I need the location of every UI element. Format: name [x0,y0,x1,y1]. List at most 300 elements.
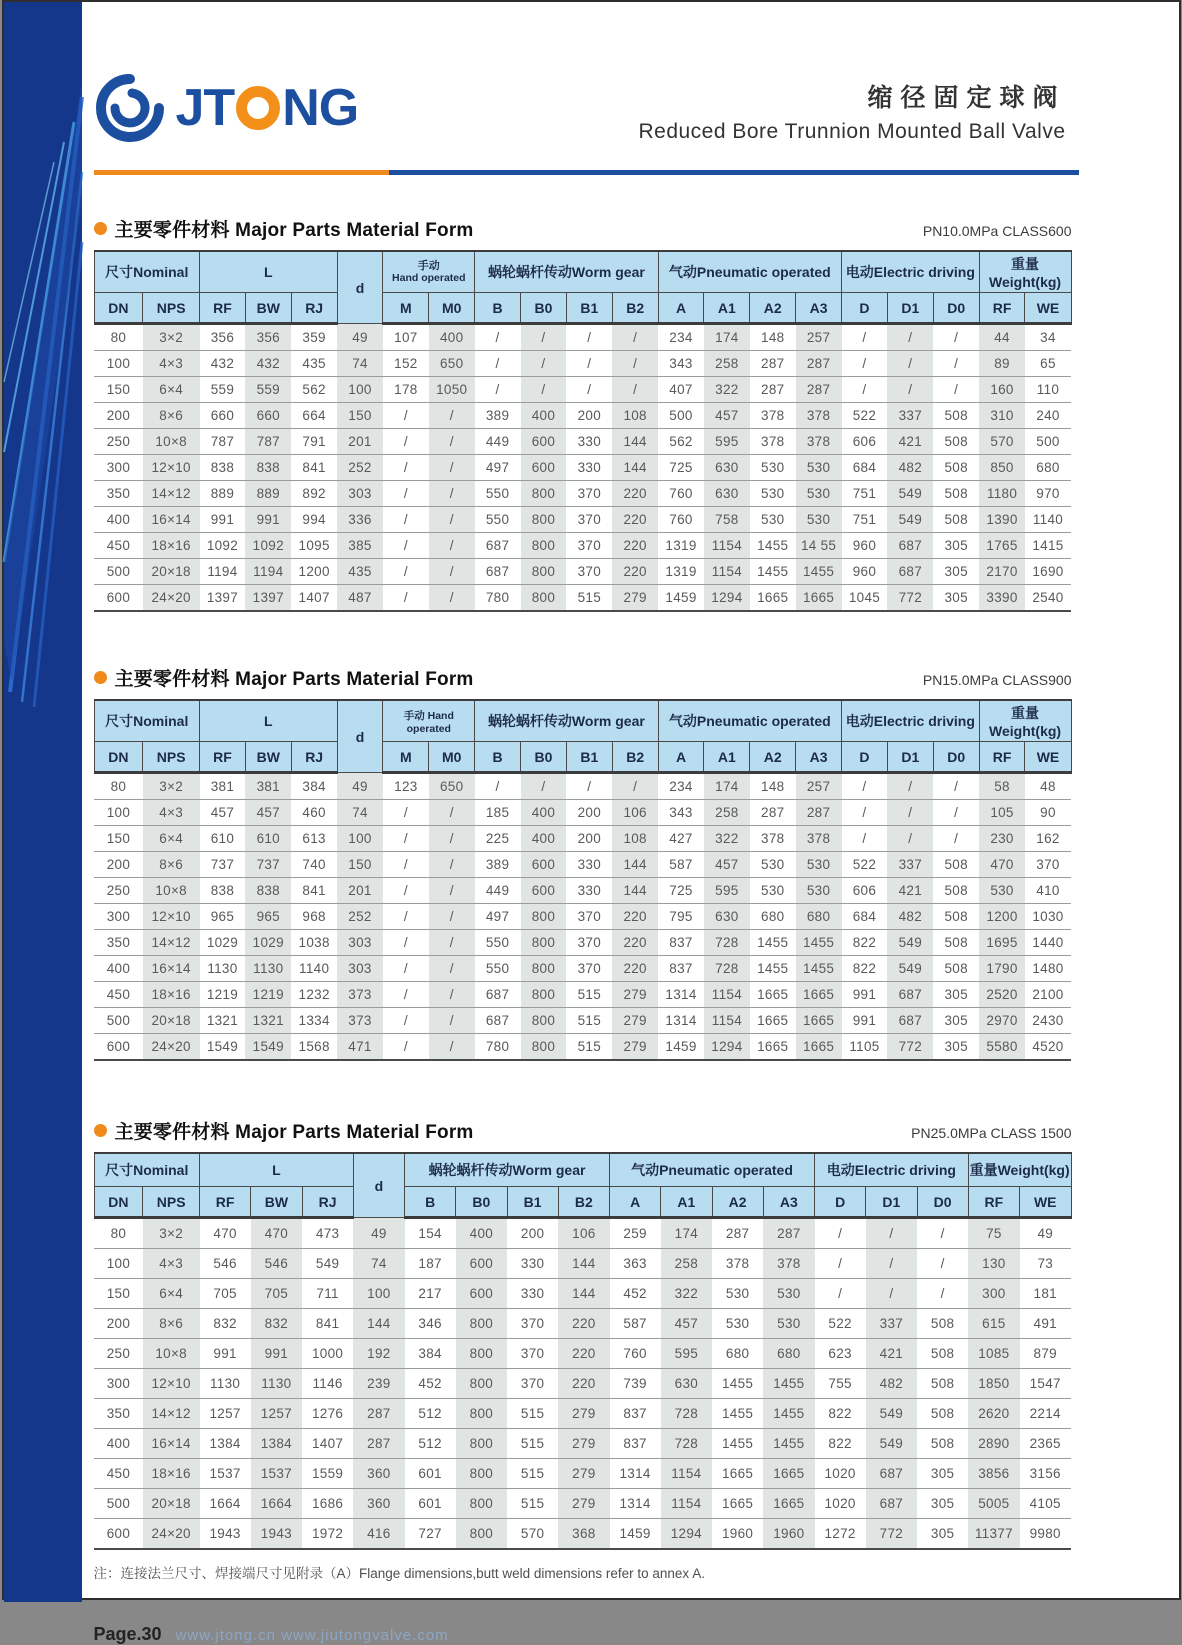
cell: 1455 [796,930,842,956]
column-header: A1 [704,742,750,773]
cell: 822 [815,1429,866,1459]
column-group-header: 手动 Hand operated [383,251,475,293]
cell: 20×18 [143,1489,200,1519]
column-header: RF [200,1187,251,1218]
cell: 287 [796,351,842,377]
cell: 1665 [796,1008,842,1034]
cell: / [933,773,979,800]
cell: 601 [405,1489,456,1519]
table-row [94,429,1071,455]
cell: 1665 [750,585,796,612]
cell: 800 [521,1008,567,1034]
cell: 20×18 [143,1008,200,1034]
cell: / [383,800,429,826]
cell: 432 [245,351,291,377]
cell: 6×4 [143,1279,200,1309]
logo-swirl-icon [94,72,166,144]
cell: 800 [521,904,567,930]
cell: 508 [933,455,979,481]
cell: 522 [842,852,888,878]
cell: 991 [251,1339,302,1369]
footnote: 注：连接法兰尺寸、焊接端尺寸见附录（A）Flange dimensions,butt weld dimensions refer to annex A. [94,1562,1072,1582]
cell: 14×12 [143,930,200,956]
cell: 65 [1025,351,1071,377]
cell: 1665 [750,1034,796,1061]
cell: 1440 [1025,930,1071,956]
cell: 1765 [979,533,1025,559]
cell: / [383,429,429,455]
cell: 800 [456,1309,507,1339]
cell: 832 [200,1309,251,1339]
cell: 337 [887,852,933,878]
cell: 800 [521,507,567,533]
column-group-header: 气动Pneumatic operated [658,700,841,742]
cell: 515 [566,585,612,612]
pressure-class-label: PN15.0MPa CLASS900 [923,672,1072,688]
cell: 530 [796,481,842,507]
cell: 970 [1025,481,1071,507]
cell: 758 [704,507,750,533]
cell: 728 [704,930,750,956]
cell: 515 [507,1429,558,1459]
cell: 546 [251,1249,302,1279]
section-title: 主要零件材料 Major Parts Material Form [115,215,474,242]
cell: 473 [302,1218,353,1249]
cell: 449 [475,429,521,455]
cell: 174 [661,1218,712,1249]
cell: 497 [475,455,521,481]
cell: 549 [866,1429,917,1459]
cell: 343 [658,351,704,377]
cell: 508 [933,481,979,507]
brand-logo [94,72,359,144]
cell: 1140 [291,956,337,982]
cell: 687 [866,1459,917,1489]
cell: 220 [558,1369,609,1399]
cell: 259 [610,1218,661,1249]
cell: 2430 [1025,1008,1071,1034]
cell: 660 [200,403,246,429]
cell: 174 [704,324,750,351]
cell: 18×16 [143,533,200,559]
cell: 960 [842,533,888,559]
column-header: B1 [566,293,612,324]
cell: 508 [933,852,979,878]
cell: 105 [979,800,1025,826]
column-header: A1 [704,293,750,324]
column-header: M [383,742,429,773]
cell: 515 [566,1008,612,1034]
cell: 660 [245,403,291,429]
cell: 1459 [610,1519,661,1550]
cell: / [383,904,429,930]
cell: 1455 [763,1399,814,1429]
column-header: B [475,293,521,324]
cell: 1695 [979,930,1025,956]
cell: 16×14 [143,507,200,533]
cell: 684 [842,455,888,481]
cell: 378 [750,826,796,852]
cell: 1092 [200,533,246,559]
cell: 234 [658,773,704,800]
cell: / [815,1249,866,1279]
cell: 106 [612,800,658,826]
cell: 737 [245,852,291,878]
cell: 378 [712,1249,763,1279]
cell: / [429,956,475,982]
cell: 279 [558,1459,609,1489]
cell: 303 [337,930,383,956]
cell: 360 [353,1489,404,1519]
cell: 100 [337,377,383,403]
cell: 400 [429,324,475,351]
cell: 530 [750,878,796,904]
cell: 687 [866,1489,917,1519]
cell: 508 [917,1369,968,1399]
cell: / [429,481,475,507]
cell: 1790 [979,956,1025,982]
cell: 185 [475,800,521,826]
cell: 559 [245,377,291,403]
column-header: DN [94,1187,143,1218]
cell: 108 [612,403,658,429]
cell: / [475,377,521,403]
cell: 200 [566,403,612,429]
cell: 305 [917,1489,968,1519]
logo-wordmark [176,82,359,134]
cell: 1455 [750,559,796,585]
cell: 1257 [200,1399,251,1429]
cell: / [612,377,658,403]
cell: 991 [842,1008,888,1034]
cell: 508 [917,1429,968,1459]
cell: 1455 [796,956,842,982]
cell: 90 [1025,800,1071,826]
title-chinese: 缩径固定球阀 [358,78,1065,114]
cell: 330 [566,878,612,904]
cell: / [887,800,933,826]
cell: 530 [712,1309,763,1339]
cell: 1665 [750,1008,796,1034]
cell: / [383,826,429,852]
cell: 449 [475,878,521,904]
page-number: Page.30 [94,1624,162,1645]
cell: 1020 [815,1459,866,1489]
cell: / [842,377,888,403]
cell: / [887,351,933,377]
cell: 220 [612,481,658,507]
website-urls: www.jtong.cn www.jiutongvalve.com [176,1627,449,1644]
cell: 300 [968,1279,1019,1309]
cell: 728 [661,1429,712,1459]
cell: 1664 [200,1489,251,1519]
cell: / [521,351,567,377]
cell: 1455 [712,1429,763,1459]
cell: 3390 [979,585,1025,612]
cell: 58 [979,773,1025,800]
cell: 144 [612,455,658,481]
cell: 435 [291,351,337,377]
cell: 421 [887,878,933,904]
cell: 258 [704,351,750,377]
cell: 623 [815,1339,866,1369]
cell: 5580 [979,1034,1025,1061]
cell: 24×20 [143,1519,200,1550]
cell: 14×12 [143,481,200,507]
table-row [94,1519,1071,1550]
column-group-header: 蜗轮蜗杆传动Worm gear [405,1153,610,1187]
cell: 252 [337,455,383,481]
cell: 841 [291,878,337,904]
cell: 407 [658,377,704,403]
cell: 370 [566,481,612,507]
cell: 1549 [200,1034,246,1061]
column-group-header: 电动Electric driving [842,700,980,742]
cell: 12×10 [143,904,200,930]
cell: 630 [704,481,750,507]
column-header: WE [1025,293,1071,324]
column-header: B0 [521,742,567,773]
cell: 687 [475,1008,521,1034]
cell: 610 [200,826,246,852]
cell: 549 [887,507,933,533]
cell: 49 [1020,1218,1072,1249]
cell: 822 [842,956,888,982]
cell: 144 [612,852,658,878]
column-header: B1 [566,742,612,773]
cell: 1130 [200,1369,251,1399]
cell: 220 [612,904,658,930]
column-header: B2 [558,1187,609,1218]
cell: / [612,773,658,800]
cell: 1180 [979,481,1025,507]
cell: 755 [815,1369,866,1399]
cell: 150 [94,826,143,852]
cell: 780 [475,585,521,612]
cell: 1334 [291,1008,337,1034]
column-group-header: 尺寸Nominal [94,1153,200,1187]
cell: 687 [887,982,933,1008]
table-row [94,1008,1071,1034]
cell: 74 [337,351,383,377]
column-header: D1 [866,1187,917,1218]
table-row [94,930,1071,956]
cell: 687 [887,559,933,585]
cell: 1154 [704,1008,750,1034]
cell: 559 [200,377,246,403]
cell: 400 [94,1429,143,1459]
column-header: D0 [933,742,979,773]
page-footer [94,1624,1072,1645]
cell: 1130 [200,956,246,982]
cell: 530 [750,507,796,533]
cell: 370 [566,930,612,956]
cell: 837 [610,1429,661,1459]
table-row [94,351,1071,377]
pressure-class-label: PN25.0MPa CLASS 1500 [911,1125,1071,1141]
cell: / [917,1249,968,1279]
cell: 220 [612,930,658,956]
cell: 457 [704,852,750,878]
cell: 1665 [796,1034,842,1061]
cell: 160 [979,377,1025,403]
cell: 5005 [968,1489,1019,1519]
column-header: RF [968,1187,1019,1218]
cell: 100 [94,1249,143,1279]
cell: 287 [750,377,796,403]
column-header: D1 [887,293,933,324]
title-english: Reduced Bore Trunnion Mounted Ball Valve [358,120,1065,144]
cell: / [842,324,888,351]
cell: 287 [353,1429,404,1459]
cell: 725 [658,455,704,481]
column-header: BW [245,742,291,773]
cell: 508 [933,403,979,429]
cell: 100 [94,800,143,826]
cell: 457 [200,800,246,826]
column-group-header: 气动Pneumatic operated [610,1153,815,1187]
cell: 322 [661,1279,712,1309]
column-header: A2 [750,293,796,324]
cell: 500 [94,1489,143,1519]
cell: 500 [658,403,704,429]
table-row [94,904,1071,930]
cell: 1294 [704,585,750,612]
section-bullet-icon [94,671,107,684]
cell: 1319 [658,559,704,585]
section-bullet-icon [94,1124,107,1137]
cell: 1850 [968,1369,1019,1399]
cell: 24×20 [143,1034,200,1061]
cell: 725 [658,878,704,904]
cell: 600 [94,585,143,612]
column-header: RF [979,742,1025,773]
column-group-header: d [353,1153,404,1218]
cell: 2620 [968,1399,1019,1429]
column-header: A [610,1187,661,1218]
cell: 728 [704,956,750,982]
cell: 530 [796,507,842,533]
cell: 1105 [842,1034,888,1061]
cell: 1130 [245,956,291,982]
cell: 1194 [200,559,246,585]
cell: 6×4 [143,826,200,852]
cell: 305 [933,1008,979,1034]
cell: 220 [612,559,658,585]
cell: 4105 [1020,1489,1072,1519]
cell: 1397 [200,585,246,612]
column-header: A [658,742,704,773]
column-header: RJ [291,742,337,773]
table-row [94,1034,1071,1061]
cell: 482 [887,904,933,930]
cell: 587 [610,1309,661,1339]
cell: 3×2 [143,773,200,800]
cell: / [475,773,521,800]
cell: / [917,1279,968,1309]
cell: 435 [337,559,383,585]
column-header: RJ [291,293,337,324]
cell: 450 [94,1459,143,1489]
cell: 515 [566,982,612,1008]
cell: 421 [866,1339,917,1369]
cell: 144 [353,1309,404,1339]
table-row [94,878,1071,904]
cell: 330 [507,1279,558,1309]
cell: 381 [200,773,246,800]
cell: 530 [796,852,842,878]
column-header: NPS [143,1187,200,1218]
cell: 201 [337,878,383,904]
cell: 389 [475,852,521,878]
cell: 1459 [658,585,704,612]
cell: 601 [405,1459,456,1489]
cell: 144 [558,1279,609,1309]
table-row [94,403,1071,429]
cell: 359 [291,324,337,351]
cell: 1455 [712,1369,763,1399]
table-row [94,324,1071,351]
cell: 1455 [712,1399,763,1429]
cell: 427 [658,826,704,852]
cell: / [566,351,612,377]
cell: 600 [94,1519,143,1550]
cell: 11377 [968,1519,1019,1550]
cell: 1219 [245,982,291,1008]
cell: 279 [612,585,658,612]
cell: / [429,1034,475,1061]
cell: 336 [337,507,383,533]
cell: 650 [429,351,475,377]
cell: 300 [94,904,143,930]
cell: 772 [866,1519,917,1550]
logo-ng: NG [282,82,358,134]
cell: 800 [456,1339,507,1369]
cell: 471 [337,1034,383,1061]
cell: 1690 [1025,559,1071,585]
cell: 680 [750,904,796,930]
cell: 350 [94,1399,143,1429]
cell: 1665 [796,982,842,1008]
cell: 8×6 [143,852,200,878]
cell: 1665 [796,585,842,612]
cell: 80 [94,773,143,800]
cell: 152 [383,351,429,377]
cell: 305 [933,1034,979,1061]
cell: / [475,324,521,351]
cell: 522 [815,1309,866,1339]
cell: 250 [94,878,143,904]
cell: 201 [337,429,383,455]
cell: 838 [200,455,246,481]
cell: / [842,351,888,377]
cell: / [815,1279,866,1309]
cell: 822 [842,930,888,956]
cell: 508 [917,1339,968,1369]
cell: / [383,559,429,585]
cell: 370 [566,904,612,930]
table-row [94,1218,1071,1249]
column-header: A3 [796,742,842,773]
cell: 200 [507,1218,558,1249]
table-row [94,1489,1071,1519]
cell: 305 [917,1459,968,1489]
column-header: A [658,293,704,324]
cell: 174 [704,773,750,800]
cell: 378 [763,1249,814,1279]
table-row [94,982,1071,1008]
cell: 192 [353,1339,404,1369]
